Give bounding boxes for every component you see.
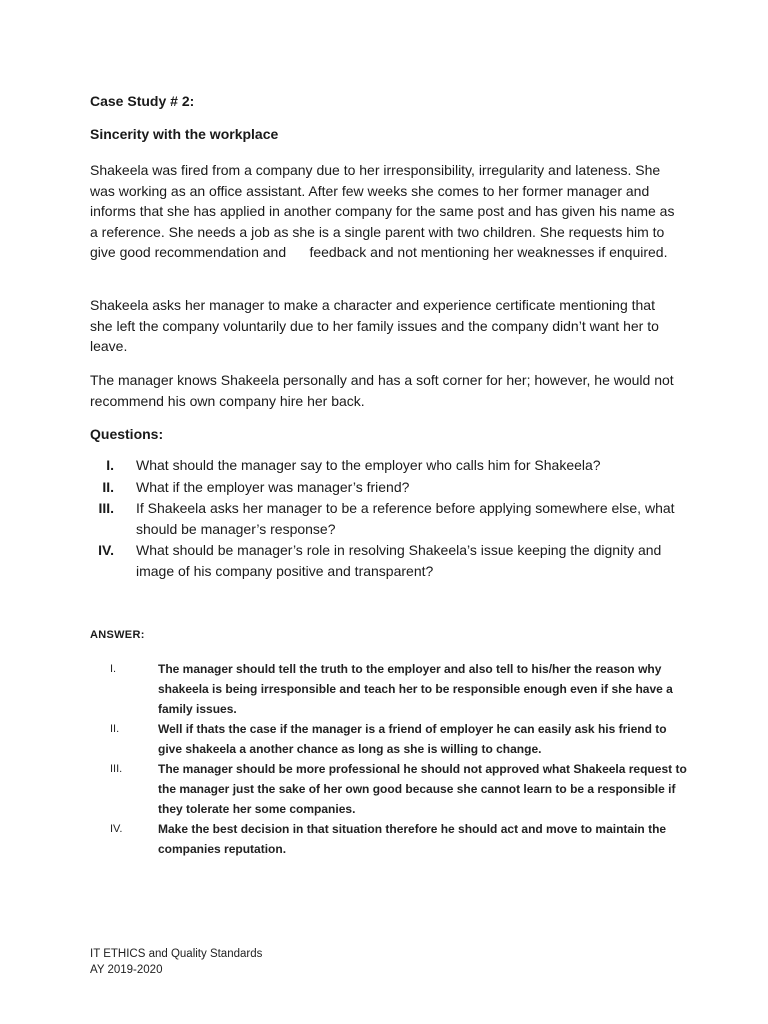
- answer-text: The manager should tell the truth to the employer and also tell to his/her the reason why shakeela is being irresponsible and teach her to be responsible enough even if she have a family issues.: [158, 662, 673, 716]
- answer-number: III.: [110, 763, 123, 775]
- question-number: II.: [102, 478, 114, 495]
- answer-heading: ANSWER:: [90, 629, 145, 641]
- question-text: What should be manager’s role in resolving Shakeela’s issue keeping the dignity and image of his company positive and transparent?: [136, 542, 662, 579]
- footer: [90, 946, 262, 978]
- question-number: III.: [98, 500, 114, 516]
- paragraph-2: Shakeela asks her manager to make a character and experience certificate mentioning that she left the company voluntarily due to her family issues and the company didn’t want her to leave.: [90, 297, 659, 354]
- paragraph-1: Shakeela was fired from a company due to her irresponsibility, irregularity and lateness. She was working as an office assistant. After few weeks she comes to her former manager and informs that she has applied in another company for the same post and has given his name as a reference. She needs a job as she is a single parent with two children. She requests him to give good recommendation and feedback and not mentioning her weaknesses if enquired.: [90, 162, 679, 260]
- question-item: [90, 477, 680, 498]
- answer-number: IV.: [110, 823, 123, 835]
- answers-list: [110, 659, 690, 859]
- answer-item: [110, 819, 690, 859]
- question-text: If Shakeela asks her manager to be a reference before applying somewhere else, what should be manager’s response?: [136, 500, 675, 537]
- question-item: [90, 498, 680, 539]
- case-title: Case Study # 2:: [90, 93, 195, 109]
- answer-number: I.: [110, 663, 117, 675]
- paragraph-3: The manager knows Shakeela personally and has a soft corner for her; however, he would not recommend his own company hire her back.: [90, 372, 674, 409]
- answer-item: [110, 759, 690, 819]
- question-number: I.: [106, 457, 114, 473]
- question-text: What should the manager say to the employer who calls him for Shakeela?: [136, 457, 601, 473]
- case-subtitle: Sincerity with the workplace: [90, 126, 279, 142]
- answer-text: Make the best decision in that situation therefore he should act and move to maintain the companies reputation.: [158, 822, 667, 856]
- question-item: [90, 540, 680, 581]
- footer-year: AY 2019-2020: [90, 964, 163, 976]
- question-item: [90, 455, 680, 476]
- question-number: IV.: [98, 542, 114, 558]
- questions-heading: Questions:: [90, 426, 164, 442]
- answer-item: [110, 659, 690, 719]
- answer-number: II.: [110, 723, 120, 735]
- question-text: What if the employer was manager’s friend?: [136, 478, 410, 495]
- answer-item: [110, 719, 690, 759]
- answer-text: Well if thats the case if the manager is a friend of employer he can easily ask his friend to give shakeela a another chance as long as she is willing to change.: [158, 722, 667, 756]
- footer-course: IT ETHICS and Quality Standards: [90, 948, 263, 960]
- answer-text: The manager should be more professional he should not approved what Shakeela request to the manager just the sake of her own good because she cannot learn to be a responsible if they tolerate her some companies.: [158, 762, 687, 816]
- questions-list: [90, 455, 680, 582]
